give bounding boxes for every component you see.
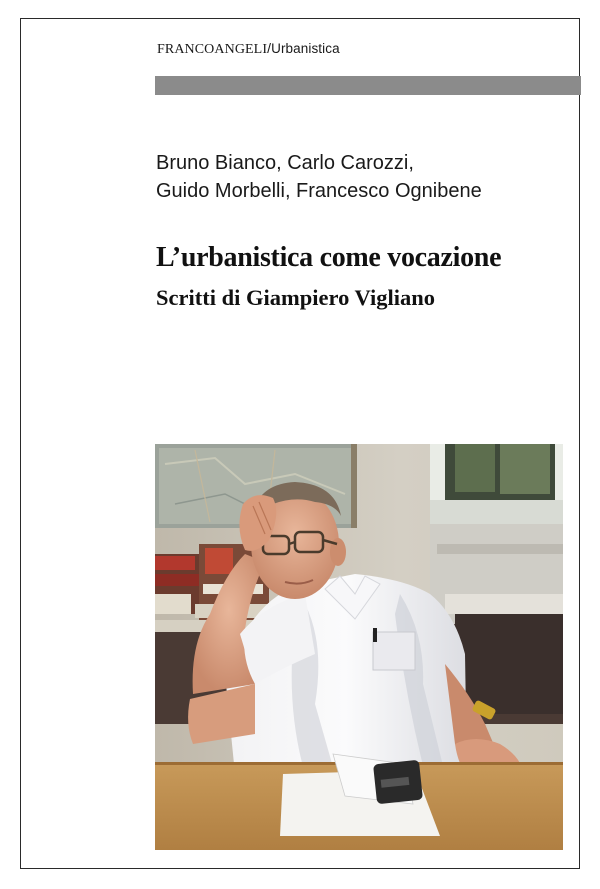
- book-title: L’urbanistica come vocazione: [156, 242, 502, 273]
- book-subtitle: Scritti di Giampiero Vigliano: [156, 285, 435, 310]
- series-separator: /: [267, 40, 272, 56]
- authors: [156, 149, 482, 205]
- series-label: [157, 40, 340, 58]
- publisher-name: FRANCOANGELI: [157, 42, 268, 57]
- authors-line-1: Bruno Bianco, Carlo Carozzi,: [156, 152, 414, 174]
- collection-name: Urbanistica: [271, 41, 340, 56]
- cover-photo: [155, 444, 563, 850]
- series-bar: [155, 76, 581, 95]
- authors-line-2: Guido Morbelli, Francesco Ognibene: [156, 180, 482, 202]
- book-cover: [20, 18, 580, 869]
